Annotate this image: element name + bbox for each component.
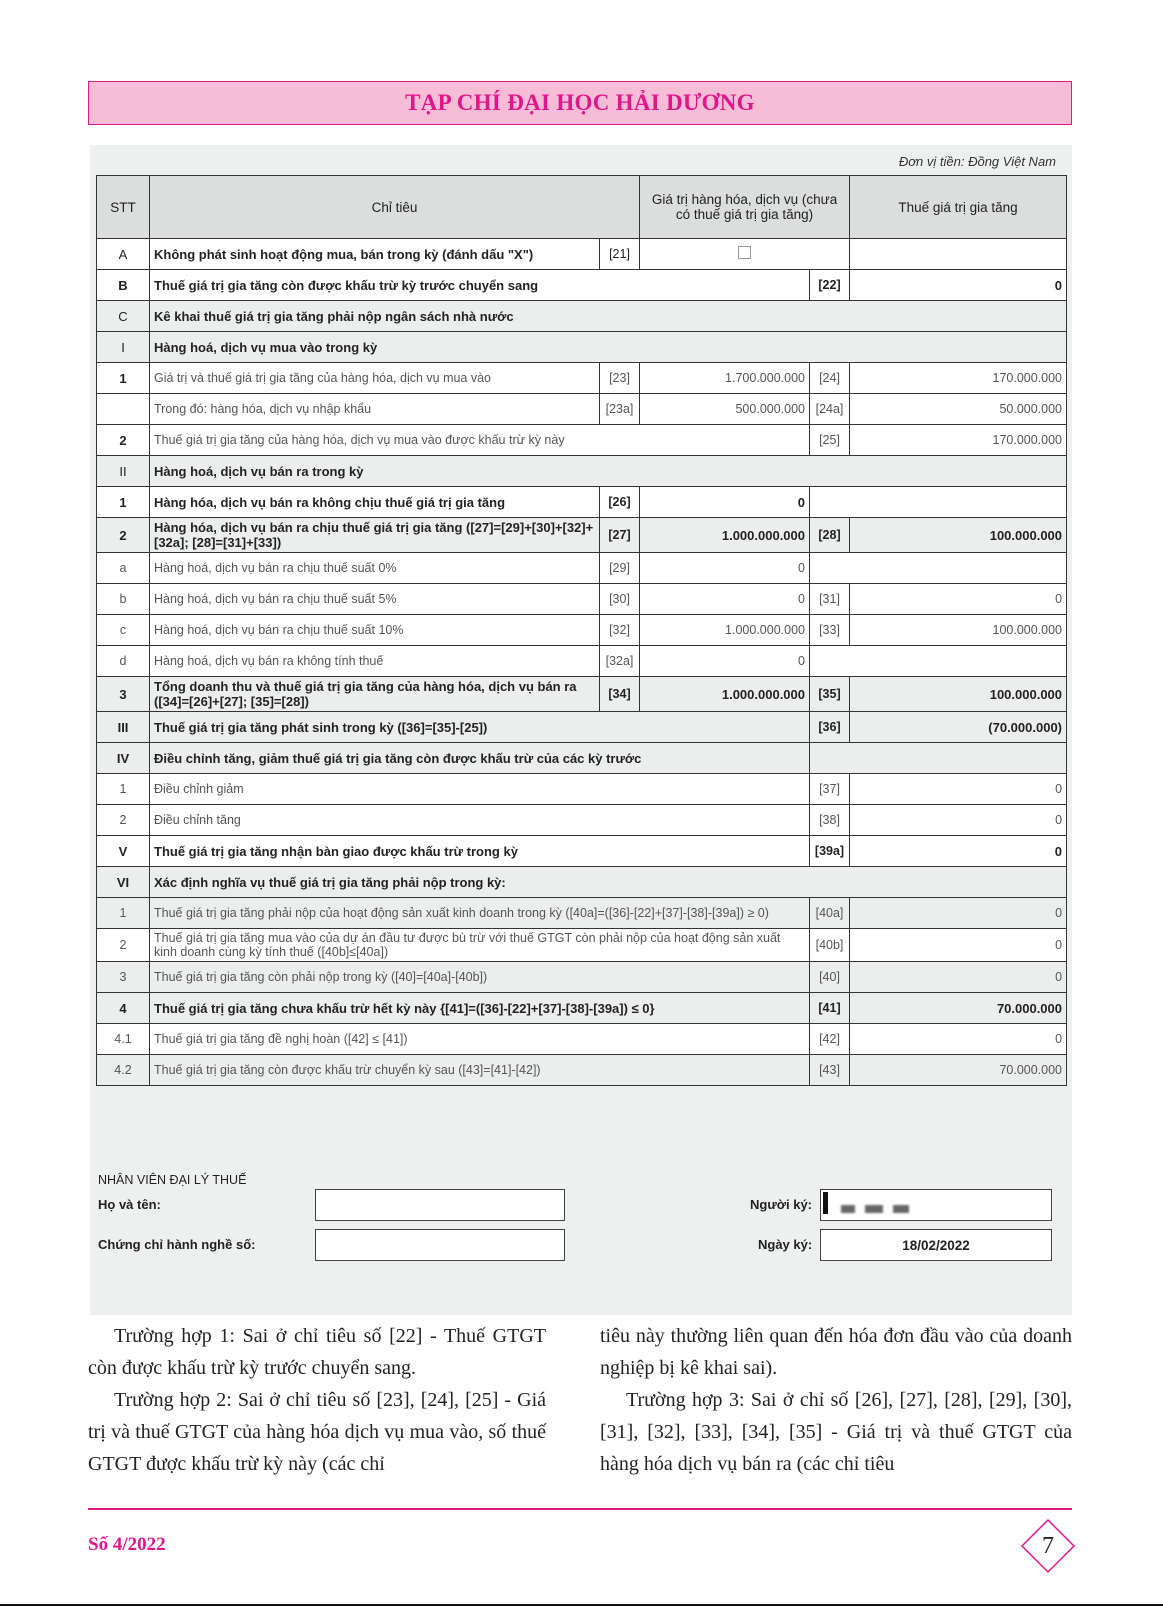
- table-row: [97, 712, 1067, 743]
- row-label: Hàng hoá, dịch vụ bán ra trong kỳ: [150, 456, 1067, 487]
- table-row: [97, 239, 1067, 270]
- table-row: [97, 363, 1067, 394]
- value-code: [23a]: [600, 394, 640, 425]
- row-label: Hàng hoá, dịch vụ mua vào trong kỳ: [150, 332, 1067, 363]
- table-row: [97, 425, 1067, 456]
- row-label: Thuế giá trị gia tăng còn được khấu trừ kỳ trước chuyển sang: [150, 270, 810, 301]
- goods-value[interactable]: 500.000.000: [640, 394, 810, 425]
- table-row: [97, 962, 1067, 993]
- row-stt: 4.1: [97, 1024, 150, 1055]
- value-code: [23]: [600, 363, 640, 394]
- row-label: Giá trị và thuế giá trị gia tăng của hàng hóa, dịch vụ mua vào: [150, 363, 600, 394]
- vat-value[interactable]: 170.000.000: [850, 425, 1067, 456]
- row-label: Hàng hóa, dịch vụ bán ra chịu thuế giá trị gia tăng ([27]=[29]+[30]+[32]+[32a]; [28]=[31]+[33]): [150, 518, 600, 553]
- row-label: Tổng doanh thu và thuế giá trị gia tăng của hàng hóa, dịch vụ bán ra ([34]=[26]+[27]; [35]=[28]): [150, 677, 600, 712]
- no-activity-checkbox[interactable]: [738, 246, 751, 259]
- row-stt: V: [97, 836, 150, 867]
- issue-number: Số 4/2022: [88, 1534, 166, 1555]
- row-label: Thuế giá trị gia tăng còn phải nộp trong kỳ ([40]=[40a]-[40b]): [150, 962, 810, 993]
- table-header-row: [97, 176, 1067, 239]
- row-stt: c: [97, 615, 150, 646]
- empty-cell: [850, 239, 1067, 270]
- value-code: [32a]: [600, 646, 640, 677]
- vat-code: [35]: [810, 677, 850, 712]
- paragraph: Trường hợp 3: Sai ở chỉ số [26], [27], [28], [29], [30], [31], [32], [33], [34], [35] - Giá trị và thuế GTGT của hàng hóa dịch vụ bán ra (các chỉ tiêu: [600, 1389, 1072, 1475]
- vat-value[interactable]: 170.000.000: [850, 363, 1067, 394]
- vat-table: [96, 175, 1067, 1086]
- goods-value[interactable]: 1.700.000.000: [640, 363, 810, 394]
- vat-value[interactable]: 0: [850, 584, 1067, 615]
- section-row: [97, 456, 1067, 487]
- vat-value[interactable]: 0: [850, 805, 1067, 836]
- empty-cell: [810, 646, 1067, 677]
- currency-unit-note: Đơn vị tiền: Đồng Việt Nam: [898, 154, 1056, 169]
- row-stt: 4: [97, 993, 150, 1024]
- vat-value[interactable]: 0: [850, 1024, 1067, 1055]
- header-indicator: Chỉ tiêu: [150, 176, 640, 239]
- page-bottom-edge: [0, 1604, 1163, 1606]
- row-stt: 1: [97, 487, 150, 518]
- sign-date-input[interactable]: 18/02/2022: [820, 1229, 1052, 1261]
- row-code: [22]: [810, 270, 850, 301]
- row-label: Hàng hoá, dịch vụ bán ra chịu thuế suất 10%: [150, 615, 600, 646]
- name-input[interactable]: [315, 1189, 565, 1221]
- row-label: Điều chỉnh tăng, giảm thuế giá trị gia tăng còn được khấu trừ của các kỳ trước: [150, 743, 810, 774]
- article-right-column: [600, 1320, 1072, 1480]
- journal-title: TẠP CHÍ ĐẠI HỌC HẢI DƯƠNG: [405, 90, 755, 115]
- no-activity-cell: [640, 239, 850, 270]
- row-stt: I: [97, 332, 150, 363]
- table-row: [97, 1024, 1067, 1055]
- redacted-name: [841, 1205, 855, 1213]
- row-stt: [97, 394, 150, 425]
- signer-input[interactable]: [820, 1189, 1052, 1221]
- vat-code: [41]: [810, 993, 850, 1024]
- vat-value[interactable]: 0: [850, 898, 1067, 929]
- vat-code: [31]: [810, 584, 850, 615]
- value-code: [29]: [600, 553, 640, 584]
- row-label: Thuế giá trị gia tăng nhận bàn giao được khấu trừ trong kỳ: [150, 836, 810, 867]
- header-stt: STT: [97, 176, 150, 239]
- journal-header-band: [88, 81, 1072, 125]
- row-stt: 2: [97, 929, 150, 962]
- certificate-label: Chứng chỉ hành nghề số:: [98, 1237, 256, 1252]
- row-label: Thuế giá trị gia tăng mua vào của dự án đầu tư được bù trừ với thuế GTGT còn phải nộp của hoạt động sản xuất kinh doanh cùng kỳ tính thuế ([40b]≤[40a]): [150, 929, 810, 962]
- row-stt: IV: [97, 743, 150, 774]
- table-row: [97, 898, 1067, 929]
- row-label: Xác định nghĩa vụ thuế giá trị gia tăng phải nộp trong kỳ:: [150, 867, 1067, 898]
- value-code: [34]: [600, 677, 640, 712]
- vat-code: [42]: [810, 1024, 850, 1055]
- vat-value[interactable]: 0: [850, 774, 1067, 805]
- vat-value[interactable]: (70.000.000): [850, 712, 1067, 743]
- table-row: [97, 487, 1067, 518]
- row-label: Hàng hoá, dịch vụ bán ra không tính thuế: [150, 646, 600, 677]
- row-stt: A: [97, 239, 150, 270]
- row-label: Không phát sinh hoạt động mua, bán trong kỳ (đánh dấu "X"): [150, 239, 600, 270]
- row-label: Thuế giá trị gia tăng chưa khấu trừ hết kỳ này {[41]=([36]-[22]+[37]-[38]-[39a]) ≤ 0}: [150, 993, 810, 1024]
- vat-code: [38]: [810, 805, 850, 836]
- table-row: [97, 677, 1067, 712]
- vat-value[interactable]: 0: [850, 270, 1067, 301]
- page-number-badge: [1020, 1518, 1076, 1574]
- vat-value[interactable]: 70.000.000: [850, 1055, 1067, 1086]
- row-label: Điều chỉnh tăng: [150, 805, 810, 836]
- signer-label: Người ký:: [750, 1197, 812, 1212]
- row-stt: II: [97, 456, 150, 487]
- certificate-input[interactable]: [315, 1229, 565, 1261]
- table-row: [97, 1055, 1067, 1086]
- vat-code: [28]: [810, 518, 850, 553]
- value-code: [30]: [600, 584, 640, 615]
- table-row: [97, 270, 1067, 301]
- section-row: [97, 867, 1067, 898]
- row-stt: 3: [97, 962, 150, 993]
- row-label: Hàng hóa, dịch vụ bán ra không chịu thuế giá trị gia tăng: [150, 487, 600, 518]
- vat-value[interactable]: 0: [850, 836, 1067, 867]
- row-stt: 4.2: [97, 1055, 150, 1086]
- tax-agent-title: NHÂN VIÊN ĐẠI LÝ THUẾ: [98, 1173, 247, 1187]
- tax-agent-signature-section: [90, 1165, 1072, 1305]
- row-label: Trong đó: hàng hóa, dịch vụ nhập khẩu: [150, 394, 600, 425]
- table-row: [97, 836, 1067, 867]
- vat-value[interactable]: 0: [850, 962, 1067, 993]
- row-stt: III: [97, 712, 150, 743]
- vat-code: [40a]: [810, 898, 850, 929]
- vat-code: [40]: [810, 962, 850, 993]
- row-label: Thuế giá trị gia tăng phát sinh trong kỳ ([36]=[35]-[25]): [150, 712, 810, 743]
- goods-value[interactable]: 1.000.000.000: [640, 518, 810, 553]
- vat-code: [37]: [810, 774, 850, 805]
- row-label: Thuế giá trị gia tăng còn được khấu trừ chuyển kỳ sau ([43]=[41]-[42]): [150, 1055, 810, 1086]
- vat-code: [33]: [810, 615, 850, 646]
- row-stt: 2: [97, 805, 150, 836]
- vat-code: [24]: [810, 363, 850, 394]
- row-stt: 1: [97, 363, 150, 394]
- redacted-name: [865, 1205, 883, 1213]
- vat-value[interactable]: 100.000.000: [850, 677, 1067, 712]
- vat-code: [25]: [810, 425, 850, 456]
- vat-value[interactable]: 70.000.000: [850, 993, 1067, 1024]
- vat-value[interactable]: 0: [850, 929, 1067, 962]
- table-row: [97, 518, 1067, 553]
- paragraph: tiêu này thường liên quan đến hóa đơn đầu vào của doanh nghiệp bị kê khai sai).: [600, 1325, 1072, 1379]
- section-row: [97, 743, 1067, 774]
- paragraph: Trường hợp 2: Sai ở chỉ tiêu số [23], [24], [25] - Giá trị và thuế GTGT của hàng hóa dịch vụ mua vào, số thuế GTGT được khấu trừ kỳ này (các chỉ: [88, 1389, 546, 1475]
- row-stt: 3: [97, 677, 150, 712]
- row-label: Kê khai thuế giá trị gia tăng phải nộp ngân sách nhà nước: [150, 301, 1067, 332]
- vat-code: [40b]: [810, 929, 850, 962]
- row-stt: b: [97, 584, 150, 615]
- vat-value[interactable]: 100.000.000: [850, 615, 1067, 646]
- empty-cell: [810, 743, 1067, 774]
- goods-value[interactable]: 0: [640, 646, 810, 677]
- vat-code: [43]: [810, 1055, 850, 1086]
- value-code: [26]: [600, 487, 640, 518]
- goods-value[interactable]: 0: [640, 584, 810, 615]
- page-number: 7: [1042, 1532, 1054, 1559]
- vat-code: [39a]: [810, 836, 850, 867]
- value-code: [27]: [600, 518, 640, 553]
- vat-value[interactable]: 100.000.000: [850, 518, 1067, 553]
- section-row: [97, 301, 1067, 332]
- row-label: Hàng hoá, dịch vụ bán ra chịu thuế suất 5%: [150, 584, 600, 615]
- empty-cell: [810, 553, 1067, 584]
- table-row: [97, 646, 1067, 677]
- sign-date-label: Ngày ký:: [758, 1237, 813, 1252]
- row-stt: C: [97, 301, 150, 332]
- goods-value[interactable]: 1.000.000.000: [640, 677, 810, 712]
- redacted-name: [893, 1205, 909, 1213]
- value-code: [32]: [600, 615, 640, 646]
- empty-cell: [810, 487, 1067, 518]
- vat-code: [36]: [810, 712, 850, 743]
- table-row: [97, 805, 1067, 836]
- row-stt: a: [97, 553, 150, 584]
- header-vat: Thuế giá trị gia tăng: [850, 176, 1067, 239]
- name-label: Họ và tên:: [98, 1197, 161, 1212]
- table-row: [97, 553, 1067, 584]
- table-row: [97, 394, 1067, 425]
- vat-code: [24a]: [810, 394, 850, 425]
- row-label: Thuế giá trị gia tăng phải nộp của hoạt động sản xuất kinh doanh trong kỳ ([40a]=([36]-[22]+[37]-[38]-[39a]) ≥ 0): [150, 898, 810, 929]
- table-row: [97, 993, 1067, 1024]
- goods-value[interactable]: 1.000.000.000: [640, 615, 810, 646]
- header-value: Giá trị hàng hóa, dịch vụ (chưa có thuế giá trị gia tăng): [640, 176, 850, 239]
- article-left-column: [88, 1320, 546, 1480]
- text-cursor: [823, 1192, 828, 1214]
- row-stt: d: [97, 646, 150, 677]
- row-stt: 2: [97, 518, 150, 553]
- goods-value[interactable]: 0: [640, 487, 810, 518]
- table-row: [97, 774, 1067, 805]
- table-row: [97, 929, 1067, 962]
- footer-divider: [88, 1508, 1072, 1510]
- row-stt: 1: [97, 898, 150, 929]
- table-row: [97, 615, 1067, 646]
- goods-value[interactable]: 0: [640, 553, 810, 584]
- row-stt: 2: [97, 425, 150, 456]
- row-label: Hàng hoá, dịch vụ bán ra chịu thuế suất 0%: [150, 553, 600, 584]
- row-label: Điều chỉnh giảm: [150, 774, 810, 805]
- row-stt: B: [97, 270, 150, 301]
- row-label: Thuế giá trị gia tăng đề nghị hoàn ([42] ≤ [41]): [150, 1024, 810, 1055]
- paragraph: Trường hợp 1: Sai ở chỉ tiêu số [22] - Thuế GTGT còn được khấu trừ kỳ trước chuyển sang.: [88, 1325, 546, 1379]
- vat-value[interactable]: 50.000.000: [850, 394, 1067, 425]
- row-stt: VI: [97, 867, 150, 898]
- row-stt: 1: [97, 774, 150, 805]
- table-row: [97, 584, 1067, 615]
- section-row: [97, 332, 1067, 363]
- vat-declaration-form: [90, 145, 1072, 1315]
- row-label: Thuế giá trị gia tăng của hàng hóa, dịch vụ mua vào được khấu trừ kỳ này: [150, 425, 810, 456]
- row-code: [21]: [600, 239, 640, 270]
